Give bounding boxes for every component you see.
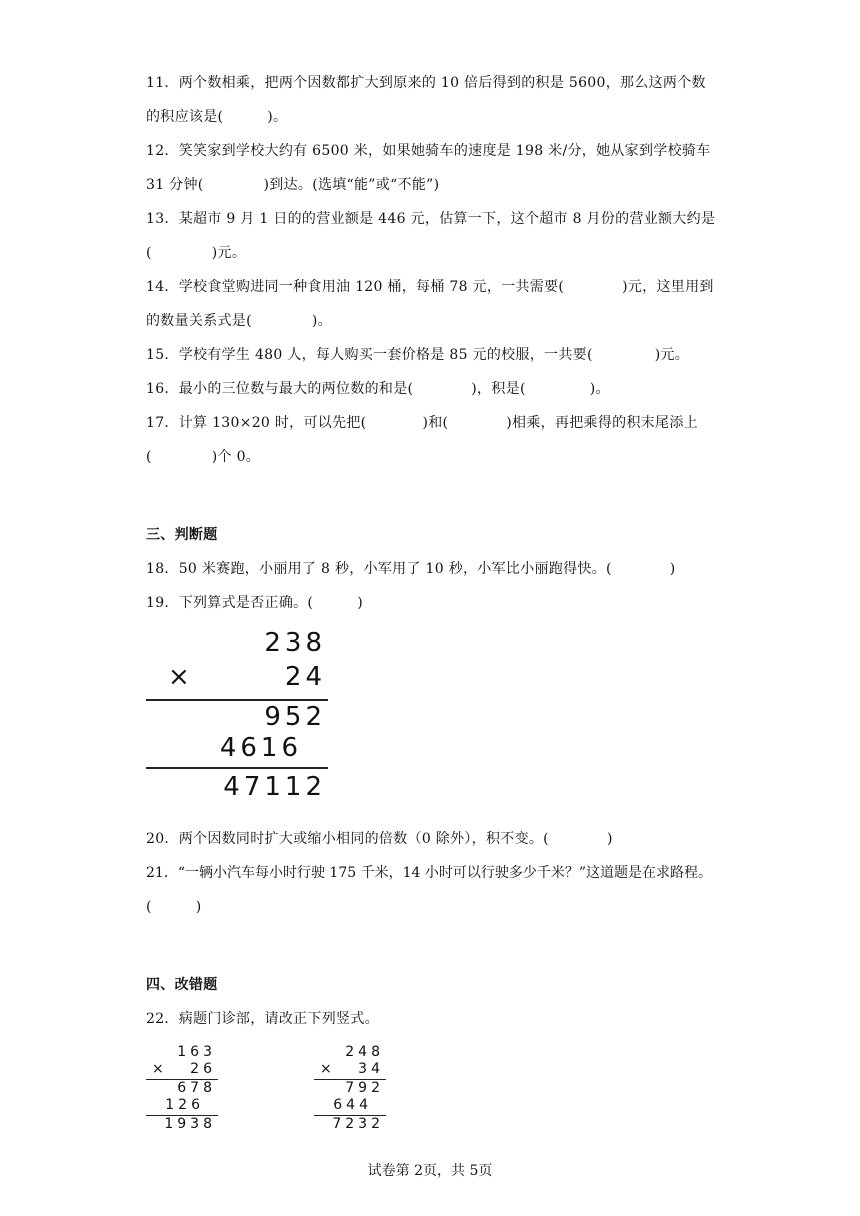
text: )到达。(选填“能”或“不能”) — [263, 177, 440, 193]
text: 16．最小的三位数与最大的两位数的和是( — [146, 381, 414, 397]
text: 14．学校食堂购进同一种食用油 120 桶，每桶 78 元，一共需要( — [146, 279, 565, 295]
vertical-calculation-19 — [146, 628, 356, 808]
text: 17．计算 130×20 时，可以先把( — [146, 415, 367, 431]
text: 20．两个因数同时扩大或缩小相同的倍数（0 除外），积不变。( — [146, 831, 549, 847]
text: ) — [357, 595, 363, 611]
text: ) — [606, 831, 613, 847]
calc-row: 238 — [264, 628, 326, 658]
text: )。 — [589, 381, 610, 397]
text: )个 0。 — [211, 449, 261, 465]
vertical-calculation-22b — [314, 1044, 394, 1134]
question-19 — [146, 593, 363, 613]
question-17-line1 — [146, 413, 698, 433]
text: )元，这里用到 — [622, 279, 714, 295]
calc-row: 678 — [177, 1080, 216, 1096]
calc-row: 248 — [345, 1044, 384, 1060]
text: 的积应该是( — [146, 109, 224, 125]
question-13-line1: 13．某超市 9 月 1 日的的营业额是 446 元，估算一下，这个超市 8 月份的营业额大约是 — [146, 211, 716, 227]
multiply-sign: × — [152, 1061, 168, 1077]
text: )。 — [311, 313, 332, 329]
text: ) — [669, 561, 676, 577]
calc-row: 792 — [345, 1080, 384, 1096]
calc-row: 34 — [358, 1061, 384, 1077]
text: 19．下列算式是否正确。( — [146, 595, 314, 611]
question-12-line2 — [146, 175, 439, 195]
calc-line — [146, 699, 328, 701]
calc-row: 163 — [177, 1044, 216, 1060]
question-21-line2 — [146, 897, 202, 917]
multiply-sign: × — [320, 1061, 336, 1077]
calc-row: 24 — [284, 662, 326, 692]
question-14-line2 — [146, 311, 332, 331]
calc-row: 1938 — [164, 1116, 216, 1132]
text: )和( — [422, 415, 449, 431]
question-17-line2 — [146, 447, 260, 467]
page-footer: 试卷第 2页，共 5页 — [367, 1163, 493, 1179]
calc-row: 47112 — [223, 772, 326, 802]
question-20 — [146, 829, 613, 849]
calc-row: 4616 — [219, 733, 302, 763]
vertical-calculation-22a — [146, 1044, 226, 1134]
multiply-sign: × — [168, 662, 194, 692]
question-16 — [146, 379, 610, 399]
question-18 — [146, 559, 676, 579]
text: )相乘，再把乘得的积末尾添上 — [506, 415, 698, 431]
calc-row: 26 — [190, 1061, 216, 1077]
text: ) — [195, 899, 202, 915]
question-11-line2 — [146, 107, 287, 127]
question-13-line2 — [146, 243, 246, 263]
text: 18．50 米赛跑，小丽用了 8 秒，小军用了 10 秒，小军比小丽跑得快。( — [146, 561, 612, 577]
text: )，积是( — [471, 381, 526, 397]
section-title-judgement: 三、判断题 — [146, 527, 218, 543]
text: ( — [146, 449, 152, 465]
calc-row: 644 — [333, 1097, 372, 1113]
text: 15．学校有学生 480 人，每人购买一套价格是 85 元的校服，一共要( — [146, 347, 593, 363]
calc-row: 126 — [165, 1097, 204, 1113]
question-11-line1: 11．两个数相乘，把两个因数都扩大到原来的 10 倍后得到的积是 5600，那么这两个数 — [146, 75, 706, 91]
question-22: 22．病题门诊部，请改正下列竖式。 — [146, 1011, 379, 1027]
question-15 — [146, 345, 689, 365]
section-title-correction: 四、改错题 — [146, 977, 218, 993]
text: 31 分钟( — [146, 177, 204, 193]
text: ( — [146, 245, 152, 261]
text: )元。 — [211, 245, 247, 261]
question-14-line1 — [146, 277, 714, 297]
text: 的数量关系式是( — [146, 313, 252, 329]
question-21-line1: 21．“一辆小汽车每小时行驶 175 千米，14 小时可以行驶多少千米？”这道题是在求路程。 — [146, 865, 713, 881]
text: )。 — [267, 109, 288, 125]
calc-line — [146, 767, 328, 769]
calc-row: 7232 — [332, 1116, 384, 1132]
text: ( — [146, 899, 152, 915]
calc-row: 952 — [264, 702, 326, 732]
text: )元。 — [654, 347, 690, 363]
question-12-line1: 12．笑笑家到学校大约有 6500 米，如果她骑车的速度是 198 米/分，她从家到学校骑车 — [146, 143, 711, 159]
